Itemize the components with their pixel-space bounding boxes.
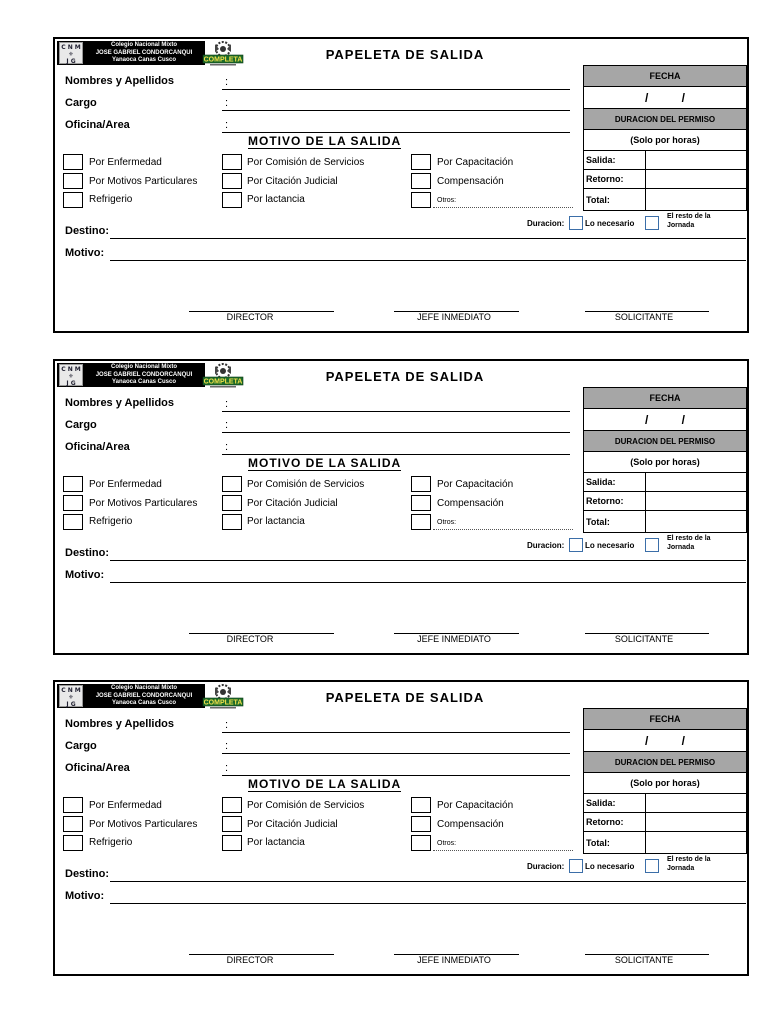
- school-logo-banner: [57, 41, 205, 65]
- option-enfermedad: Por Enfermedad: [89, 800, 162, 811]
- completa-brand-logo: [200, 362, 246, 388]
- duracion-header: DURACION DEL PERMISO: [584, 109, 746, 130]
- option-lactancia: Por lactancia: [247, 516, 305, 527]
- school-name-line3: Yanaoca Canas Cusco: [111, 379, 177, 385]
- school-name-line2: JOSE GABRIEL CONDORCANQUI: [95, 692, 193, 699]
- checkbox-resto-jornada[interactable]: [645, 859, 659, 873]
- checkbox-enfermedad[interactable]: [63, 154, 83, 170]
- jefe-label: JEFE INMEDIATO: [417, 955, 491, 965]
- checkbox-refrigerio[interactable]: [63, 835, 83, 851]
- retorno-label: Retorno:: [584, 170, 646, 189]
- completa-brand-logo: [200, 40, 246, 66]
- date-duration-table: [583, 65, 747, 211]
- duracion-label: Duracion:: [527, 219, 565, 228]
- school-name: [85, 364, 203, 387]
- salida-field[interactable]: [646, 473, 746, 492]
- brand-text: COMPLETA: [203, 56, 243, 64]
- total-label: Total:: [584, 832, 646, 853]
- resto-jornada-line1: El resto de la: [667, 856, 711, 863]
- lo-necesario-label: Lo necesario: [585, 862, 635, 871]
- checkbox-compensacion[interactable]: [411, 816, 431, 832]
- option-enfermedad: Por Enfermedad: [89, 157, 162, 168]
- option-compensacion: Compensación: [437, 819, 504, 830]
- checkbox-enfermedad[interactable]: [63, 476, 83, 492]
- option-particulares: Por Motivos Particulares: [89, 176, 198, 187]
- destino-field-line[interactable]: [110, 881, 746, 882]
- school-name-line3: Yanaoca Canas Cusco: [111, 57, 177, 63]
- option-compensacion: Compensación: [437, 176, 504, 187]
- nombres-field-line[interactable]: [222, 732, 570, 733]
- school-name-line2: JOSE GABRIEL CONDORCANQUI: [95, 49, 193, 56]
- checkbox-comision[interactable]: [222, 476, 242, 492]
- oficina-label: Oficina/Area: [65, 762, 130, 774]
- cargo-field-line[interactable]: [222, 753, 570, 754]
- jefe-label: JEFE INMEDIATO: [417, 312, 491, 322]
- resto-jornada-line2: Jornada: [667, 222, 695, 229]
- motivo-field-line[interactable]: [110, 582, 746, 583]
- resto-jornada-line2: Jornada: [667, 865, 695, 872]
- otros-field-line[interactable]: [433, 529, 573, 530]
- fecha-header: FECHA: [584, 66, 746, 87]
- checkbox-lactancia[interactable]: [222, 514, 242, 530]
- option-citacion: Por Citación Judicial: [247, 498, 338, 509]
- motivo-label: Motivo:: [65, 890, 105, 902]
- option-comision: Por Comisión de Servicios: [247, 800, 365, 811]
- option-compensacion: Compensación: [437, 498, 504, 509]
- motivo-label: Motivo:: [65, 569, 105, 581]
- resto-jornada-line1: El resto de la: [667, 213, 711, 220]
- oficina-colon: :: [225, 762, 229, 774]
- cargo-label: Cargo: [65, 419, 97, 431]
- jefe-label: JEFE INMEDIATO: [417, 634, 491, 644]
- cargo-label: Cargo: [65, 740, 97, 752]
- destino-label: Destino:: [65, 547, 109, 559]
- school-logo-banner: [57, 363, 205, 387]
- school-name: [85, 685, 203, 708]
- brand-text: COMPLETA: [203, 378, 243, 386]
- option-capacitacion: Por Capacitación: [437, 157, 514, 168]
- school-name-line3: Yanaoca Canas Cusco: [111, 700, 177, 706]
- oficina-field-line[interactable]: [222, 454, 570, 455]
- exit-slip-2: [53, 359, 749, 655]
- form-title: PAPELETA DE SALIDA: [325, 369, 485, 384]
- school-name: [85, 42, 203, 65]
- duracion-label: Duracion:: [527, 862, 565, 871]
- checkbox-refrigerio[interactable]: [63, 192, 83, 208]
- duracion-header: DURACION DEL PERMISO: [584, 431, 746, 452]
- checkbox-compensacion[interactable]: [411, 173, 431, 189]
- otros-field-line[interactable]: [433, 207, 573, 208]
- oficina-label: Oficina/Area: [65, 441, 130, 453]
- form-title: PAPELETA DE SALIDA: [325, 690, 485, 705]
- option-otros: Otros:: [437, 840, 457, 847]
- salida-label: Salida:: [584, 473, 646, 492]
- solicitante-label: SOLICITANTE: [614, 634, 674, 644]
- total-label: Total:: [584, 511, 646, 532]
- solicitante-label: SOLICITANTE: [614, 955, 674, 965]
- checkbox-refrigerio[interactable]: [63, 514, 83, 530]
- otros-field-line[interactable]: [433, 850, 573, 851]
- nombres-field-line[interactable]: [222, 89, 570, 90]
- option-otros: Otros:: [437, 519, 457, 526]
- director-label: DIRECTOR: [226, 312, 274, 322]
- option-capacitacion: Por Capacitación: [437, 800, 514, 811]
- motivo-label: Motivo:: [65, 247, 105, 259]
- total-field[interactable]: [646, 189, 746, 210]
- checkbox-comision[interactable]: [222, 797, 242, 813]
- checkbox-capacitacion[interactable]: [411, 797, 431, 813]
- checkbox-citacion[interactable]: [222, 495, 242, 511]
- total-field[interactable]: [646, 511, 746, 532]
- checkbox-citacion[interactable]: [222, 173, 242, 189]
- option-citacion: Por Citación Judicial: [247, 819, 338, 830]
- option-lactancia: Por lactancia: [247, 837, 305, 848]
- option-otros: Otros:: [437, 197, 457, 204]
- school-crest-icon: C N M ⚜ J G: [59, 364, 83, 386]
- destino-field-line[interactable]: [110, 560, 746, 561]
- exit-slip-3: [53, 680, 749, 976]
- school-name-line1: Colegio Nacional Mixto: [110, 685, 177, 691]
- cargo-colon: :: [225, 740, 229, 752]
- motivo-heading: MOTIVO DE LA SALIDA: [248, 777, 402, 791]
- cargo-field-line[interactable]: [222, 110, 570, 111]
- option-comision: Por Comisión de Servicios: [247, 157, 365, 168]
- school-name-line2: JOSE GABRIEL CONDORCANQUI: [95, 371, 193, 378]
- oficina-colon: :: [225, 441, 229, 453]
- retorno-label: Retorno:: [584, 492, 646, 511]
- nombres-colon: :: [225, 398, 229, 410]
- retorno-field[interactable]: [646, 492, 746, 511]
- nombres-field-line[interactable]: [222, 411, 570, 412]
- checkbox-compensacion[interactable]: [411, 495, 431, 511]
- option-capacitacion: Por Capacitación: [437, 479, 514, 490]
- checkbox-particulares[interactable]: [63, 816, 83, 832]
- checkbox-capacitacion[interactable]: [411, 154, 431, 170]
- school-crest-icon: C N M ⚜ J G: [59, 42, 83, 64]
- resto-jornada-label: [667, 855, 711, 873]
- checkbox-resto-jornada[interactable]: [645, 216, 659, 230]
- salida-label: Salida:: [584, 794, 646, 813]
- option-refrigerio: Refrigerio: [89, 194, 133, 205]
- option-particulares: Por Motivos Particulares: [89, 498, 198, 509]
- cargo-colon: :: [225, 97, 229, 109]
- checkbox-lo-necesario[interactable]: [569, 859, 583, 873]
- school-name-line1: Colegio Nacional Mixto: [110, 364, 177, 370]
- total-label: Total:: [584, 189, 646, 210]
- form-title: PAPELETA DE SALIDA: [325, 47, 485, 62]
- solicitante-label: SOLICITANTE: [614, 312, 674, 322]
- nombres-label: Nombres y Apellidos: [65, 718, 175, 730]
- oficina-colon: :: [225, 119, 229, 131]
- motivo-field-line[interactable]: [110, 903, 746, 904]
- fecha-value[interactable]: / /: [584, 87, 746, 109]
- salida-label: Salida:: [584, 151, 646, 170]
- date-duration-table: [583, 708, 747, 854]
- director-label: DIRECTOR: [226, 955, 274, 965]
- total-field[interactable]: [646, 832, 746, 853]
- checkbox-lo-necesario[interactable]: [569, 538, 583, 552]
- resto-jornada-label: [667, 534, 711, 552]
- checkbox-citacion[interactable]: [222, 816, 242, 832]
- checkbox-comision[interactable]: [222, 154, 242, 170]
- option-enfermedad: Por Enfermedad: [89, 479, 162, 490]
- school-logo-banner: [57, 684, 205, 708]
- lo-necesario-label: Lo necesario: [585, 219, 635, 228]
- fecha-value[interactable]: / /: [584, 409, 746, 431]
- checkbox-enfermedad[interactable]: [63, 797, 83, 813]
- checkbox-capacitacion[interactable]: [411, 476, 431, 492]
- resto-jornada-line2: Jornada: [667, 544, 695, 551]
- duracion-label: Duracion:: [527, 541, 565, 550]
- option-lactancia: Por lactancia: [247, 194, 305, 205]
- resto-jornada-label: [667, 212, 711, 230]
- destino-label: Destino:: [65, 868, 109, 880]
- destino-label: Destino:: [65, 225, 109, 237]
- option-citacion: Por Citación Judicial: [247, 176, 338, 187]
- school-crest-icon: C N M ⚜ J G: [59, 685, 83, 707]
- checkbox-particulares[interactable]: [63, 495, 83, 511]
- retorno-label: Retorno:: [584, 813, 646, 832]
- lo-necesario-label: Lo necesario: [585, 541, 635, 550]
- nombres-label: Nombres y Apellidos: [65, 397, 175, 409]
- solo-horas: (Solo por horas): [584, 130, 746, 151]
- option-refrigerio: Refrigerio: [89, 837, 133, 848]
- checkbox-particulares[interactable]: [63, 173, 83, 189]
- salida-field[interactable]: [646, 794, 746, 813]
- checkbox-otros[interactable]: [411, 514, 431, 530]
- director-label: DIRECTOR: [226, 634, 274, 644]
- option-comision: Por Comisión de Servicios: [247, 479, 365, 490]
- solo-horas: (Solo por horas): [584, 773, 746, 794]
- motivo-heading: MOTIVO DE LA SALIDA: [248, 456, 402, 470]
- fecha-header: FECHA: [584, 709, 746, 730]
- fecha-value[interactable]: / /: [584, 730, 746, 752]
- cargo-field-line[interactable]: [222, 432, 570, 433]
- completa-brand-logo: [200, 683, 246, 709]
- duracion-header: DURACION DEL PERMISO: [584, 752, 746, 773]
- nombres-colon: :: [225, 76, 229, 88]
- checkbox-resto-jornada[interactable]: [645, 538, 659, 552]
- exit-slip-1: [53, 37, 749, 333]
- nombres-label: Nombres y Apellidos: [65, 75, 175, 87]
- oficina-field-line[interactable]: [222, 132, 570, 133]
- cargo-label: Cargo: [65, 97, 97, 109]
- solo-horas: (Solo por horas): [584, 452, 746, 473]
- fecha-header: FECHA: [584, 388, 746, 409]
- checkbox-lactancia[interactable]: [222, 835, 242, 851]
- checkbox-lo-necesario[interactable]: [569, 216, 583, 230]
- school-name-line1: Colegio Nacional Mixto: [110, 42, 177, 48]
- retorno-field[interactable]: [646, 170, 746, 189]
- salida-field[interactable]: [646, 151, 746, 170]
- date-duration-table: [583, 387, 747, 533]
- oficina-label: Oficina/Area: [65, 119, 130, 131]
- option-particulares: Por Motivos Particulares: [89, 819, 198, 830]
- motivo-field-line[interactable]: [110, 260, 746, 261]
- brand-text: COMPLETA: [203, 699, 243, 707]
- motivo-heading: MOTIVO DE LA SALIDA: [248, 134, 402, 148]
- checkbox-otros[interactable]: [411, 192, 431, 208]
- resto-jornada-line1: El resto de la: [667, 535, 711, 542]
- oficina-field-line[interactable]: [222, 775, 570, 776]
- checkbox-otros[interactable]: [411, 835, 431, 851]
- destino-field-line[interactable]: [110, 238, 746, 239]
- option-refrigerio: Refrigerio: [89, 516, 133, 527]
- cargo-colon: :: [225, 419, 229, 431]
- checkbox-lactancia[interactable]: [222, 192, 242, 208]
- retorno-field[interactable]: [646, 813, 746, 832]
- nombres-colon: :: [225, 719, 229, 731]
